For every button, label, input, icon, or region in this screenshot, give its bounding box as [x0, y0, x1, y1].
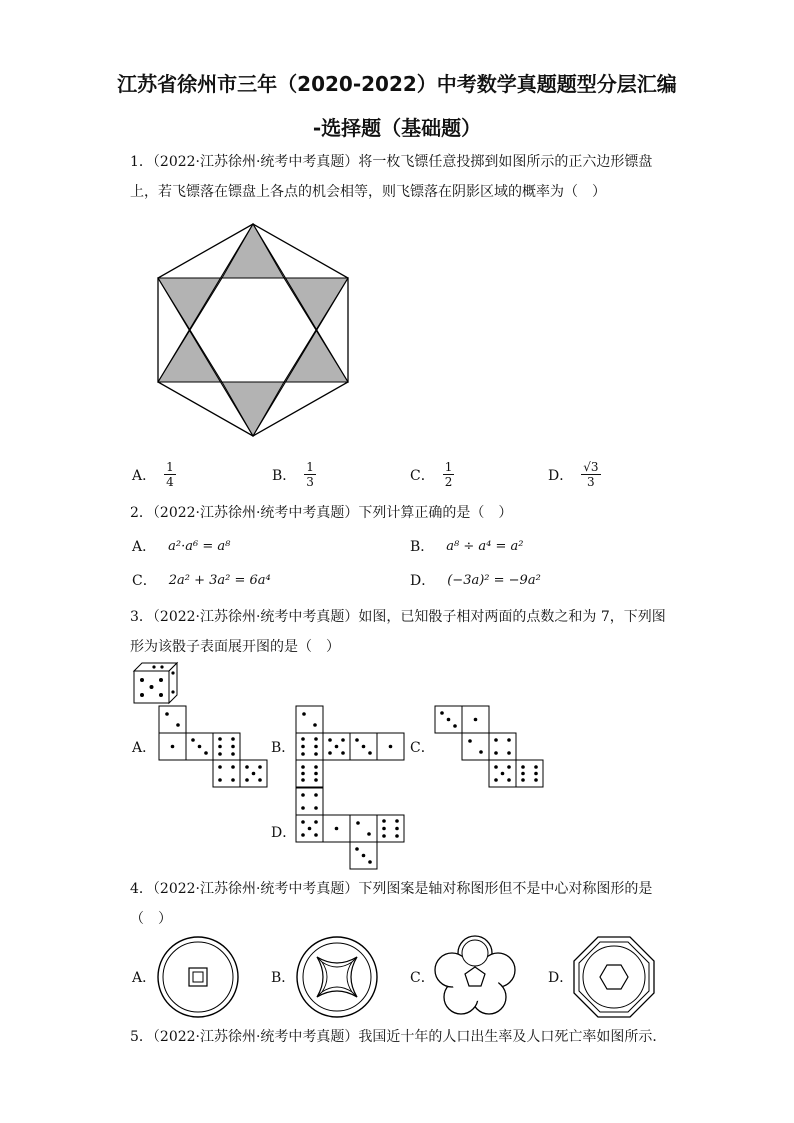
q3-net-a[interactable]: [158, 705, 268, 787]
q3-net-b[interactable]: [295, 705, 405, 787]
math-expression: a⁸ ÷ a⁴ = a²: [446, 538, 524, 554]
q2-option-a[interactable]: A． a²·a⁶ = a⁸: [132, 538, 231, 555]
q1-option-a[interactable]: A． $\frac{1}{4}$: [132, 460, 174, 489]
q4-option-b-label[interactable]: B．: [271, 970, 296, 986]
document-title-line2: -选择题（基础题）: [312, 116, 482, 140]
math-expression: (−3a)² = −9a²: [447, 572, 541, 588]
question-2-text: 2．（2022·江苏徐州·统考中考真题）下列计算正确的是（ ）: [130, 505, 513, 521]
question-4-text: 4．（2022·江苏徐州·统考中考真题）下列图案是轴对称图形但不是中心对称图形的是（ ）: [130, 881, 653, 927]
q3-option-a-label[interactable]: A．: [132, 740, 157, 756]
die-3d-figure: [133, 662, 179, 704]
question-1-text: 1．（2022·江苏徐州·统考中考真题）将一枚飞镖任意投掷到如图所示的正六边形镖盘上，若飞镖落在镖盘上各点的机会相等，则飞镖落在阴影区域的概率为（ ）: [130, 154, 653, 200]
math-expression: 2a² + 3a² = 6a⁴: [168, 572, 271, 588]
q3-option-c-label[interactable]: C．: [410, 740, 435, 756]
question-3-text: 3．（2022·江苏徐州·统考中考真题）如图，已知骰子相对两面的点数之和为 7，下列图形为该骰子表面展开图的是（ ）: [130, 609, 666, 655]
math-expression: a²·a⁶ = a⁸: [168, 538, 231, 554]
q4-option-c-label[interactable]: C．: [410, 970, 435, 986]
fraction: $\frac{√3}{3}$: [583, 460, 599, 489]
q2-option-c[interactable]: C． 2a² + 3a² = 6a⁴: [132, 572, 271, 589]
q3-net-c[interactable]: [434, 705, 544, 787]
q1-option-c[interactable]: C． $\frac{1}{2}$: [410, 460, 453, 489]
q2-option-d[interactable]: D． (−3a)² = −9a²: [410, 572, 541, 589]
fraction: $\frac{1}{4}$: [166, 460, 174, 489]
coin-square-hole-figure[interactable]: [156, 935, 240, 1019]
flower-pentagon-figure[interactable]: [433, 935, 517, 1019]
fraction: $\frac{1}{3}$: [306, 460, 314, 489]
q4-option-d-label[interactable]: D．: [548, 970, 574, 986]
q3-net-d[interactable]: [295, 787, 405, 869]
q4-option-a-label[interactable]: A．: [132, 970, 157, 986]
hexagon-star-figure: [155, 222, 351, 438]
question-5-text: 5．（2022·江苏徐州·统考中考真题）我国近十年的人口出生率及人口死亡率如图所示．: [130, 1029, 667, 1045]
q1-option-d[interactable]: D． $\frac{√3}{3}$: [548, 460, 599, 489]
q2-option-b[interactable]: B． a⁸ ÷ a⁴ = a²: [410, 538, 524, 555]
document-title-line1: 江苏省徐州市三年（2020-2022）中考数学真题题型分层汇编: [117, 72, 677, 96]
octagon-hexagon-figure[interactable]: [572, 935, 656, 1019]
fraction: $\frac{1}{2}$: [444, 460, 453, 489]
q3-option-d-label[interactable]: D．: [271, 825, 297, 841]
coin-concave-square-figure[interactable]: [295, 935, 379, 1019]
q3-option-b-label[interactable]: B．: [271, 740, 296, 756]
q1-option-b[interactable]: B． $\frac{1}{3}$: [272, 460, 314, 489]
